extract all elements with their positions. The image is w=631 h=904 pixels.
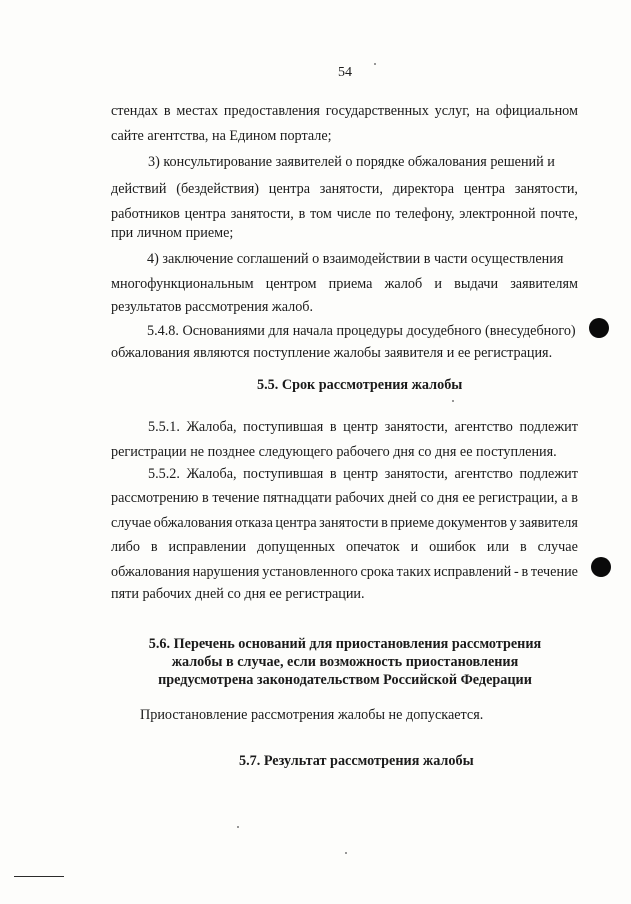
scan-speck: [345, 852, 347, 854]
section-heading-5-5: 5.5. Срок рассмотрения жалобы: [257, 377, 463, 393]
text-line: 5.5.2. Жалоба, поступившая в центр занятости, агентство подлежит: [148, 466, 578, 482]
text-line: пяти рабочих дней со дня ее регистрации.: [111, 586, 365, 602]
text-line: обжалования являются поступление жалобы заявителя и ее регистрация.: [111, 345, 553, 361]
text-line: действий (бездействия) центра занятости, директора центра занятости,: [111, 181, 578, 197]
text-line: 4) заключение соглашений о взаимодействии в части осуществления: [147, 251, 564, 267]
page-number: 54: [338, 65, 352, 80]
section-heading-5-7: 5.7. Результат рассмотрения жалобы: [239, 753, 474, 769]
section-heading-5-6-line: жалобы в случае, если возможность приостановления: [171, 654, 519, 670]
text-line: при личном приеме;: [111, 225, 234, 241]
text-line: либо в исправлении допущенных опечаток и ошибок или в случае: [111, 539, 578, 555]
text-line: регистрации не позднее следующего рабочего дня со дня ее поступления.: [111, 444, 557, 460]
scan-speck: [237, 826, 239, 828]
text-line: 3) консультирование заявителей о порядке обжалования решений и: [148, 154, 555, 170]
section-heading-5-6-line: 5.6. Перечень оснований для приостановления рассмотрения: [148, 636, 542, 652]
text-line: 5.5.1. Жалоба, поступившая в центр занятости, агентство подлежит: [148, 419, 578, 435]
scan-speck: [374, 63, 376, 65]
scan-speck: [452, 400, 454, 402]
text-line: случае обжалования отказа центра занятости в приеме документов у заявителя: [111, 515, 578, 531]
text-line: результатов рассмотрения жалоб.: [111, 299, 314, 315]
text-line: сайте агентства, на Едином портале;: [111, 128, 332, 144]
text-line: многофункциональным центром приема жалоб и выдачи заявителям: [111, 276, 578, 292]
text-line: обжалования нарушения установленного срока таких исправлений - в течение: [111, 564, 578, 580]
punch-hole-mark: [591, 557, 611, 577]
text-line: стендах в местах предоставления государственных услуг, на официальном: [111, 103, 578, 119]
punch-hole-mark: [589, 318, 609, 338]
text-line: Приостановление рассмотрения жалобы не допускается.: [140, 707, 484, 723]
section-heading-5-6-line: предусмотрена законодательством Российской Федерации: [158, 672, 532, 688]
text-line: 5.4.8. Основаниями для начала процедуры досудебного (внесудебного): [147, 323, 576, 339]
text-line: работников центра занятости, в том числе по телефону, электронной почте,: [111, 206, 578, 222]
text-line: рассмотрению в течение пятнадцати рабочих дней со дня ее регистрации, а в: [111, 490, 578, 506]
footnote-rule: [14, 876, 64, 877]
